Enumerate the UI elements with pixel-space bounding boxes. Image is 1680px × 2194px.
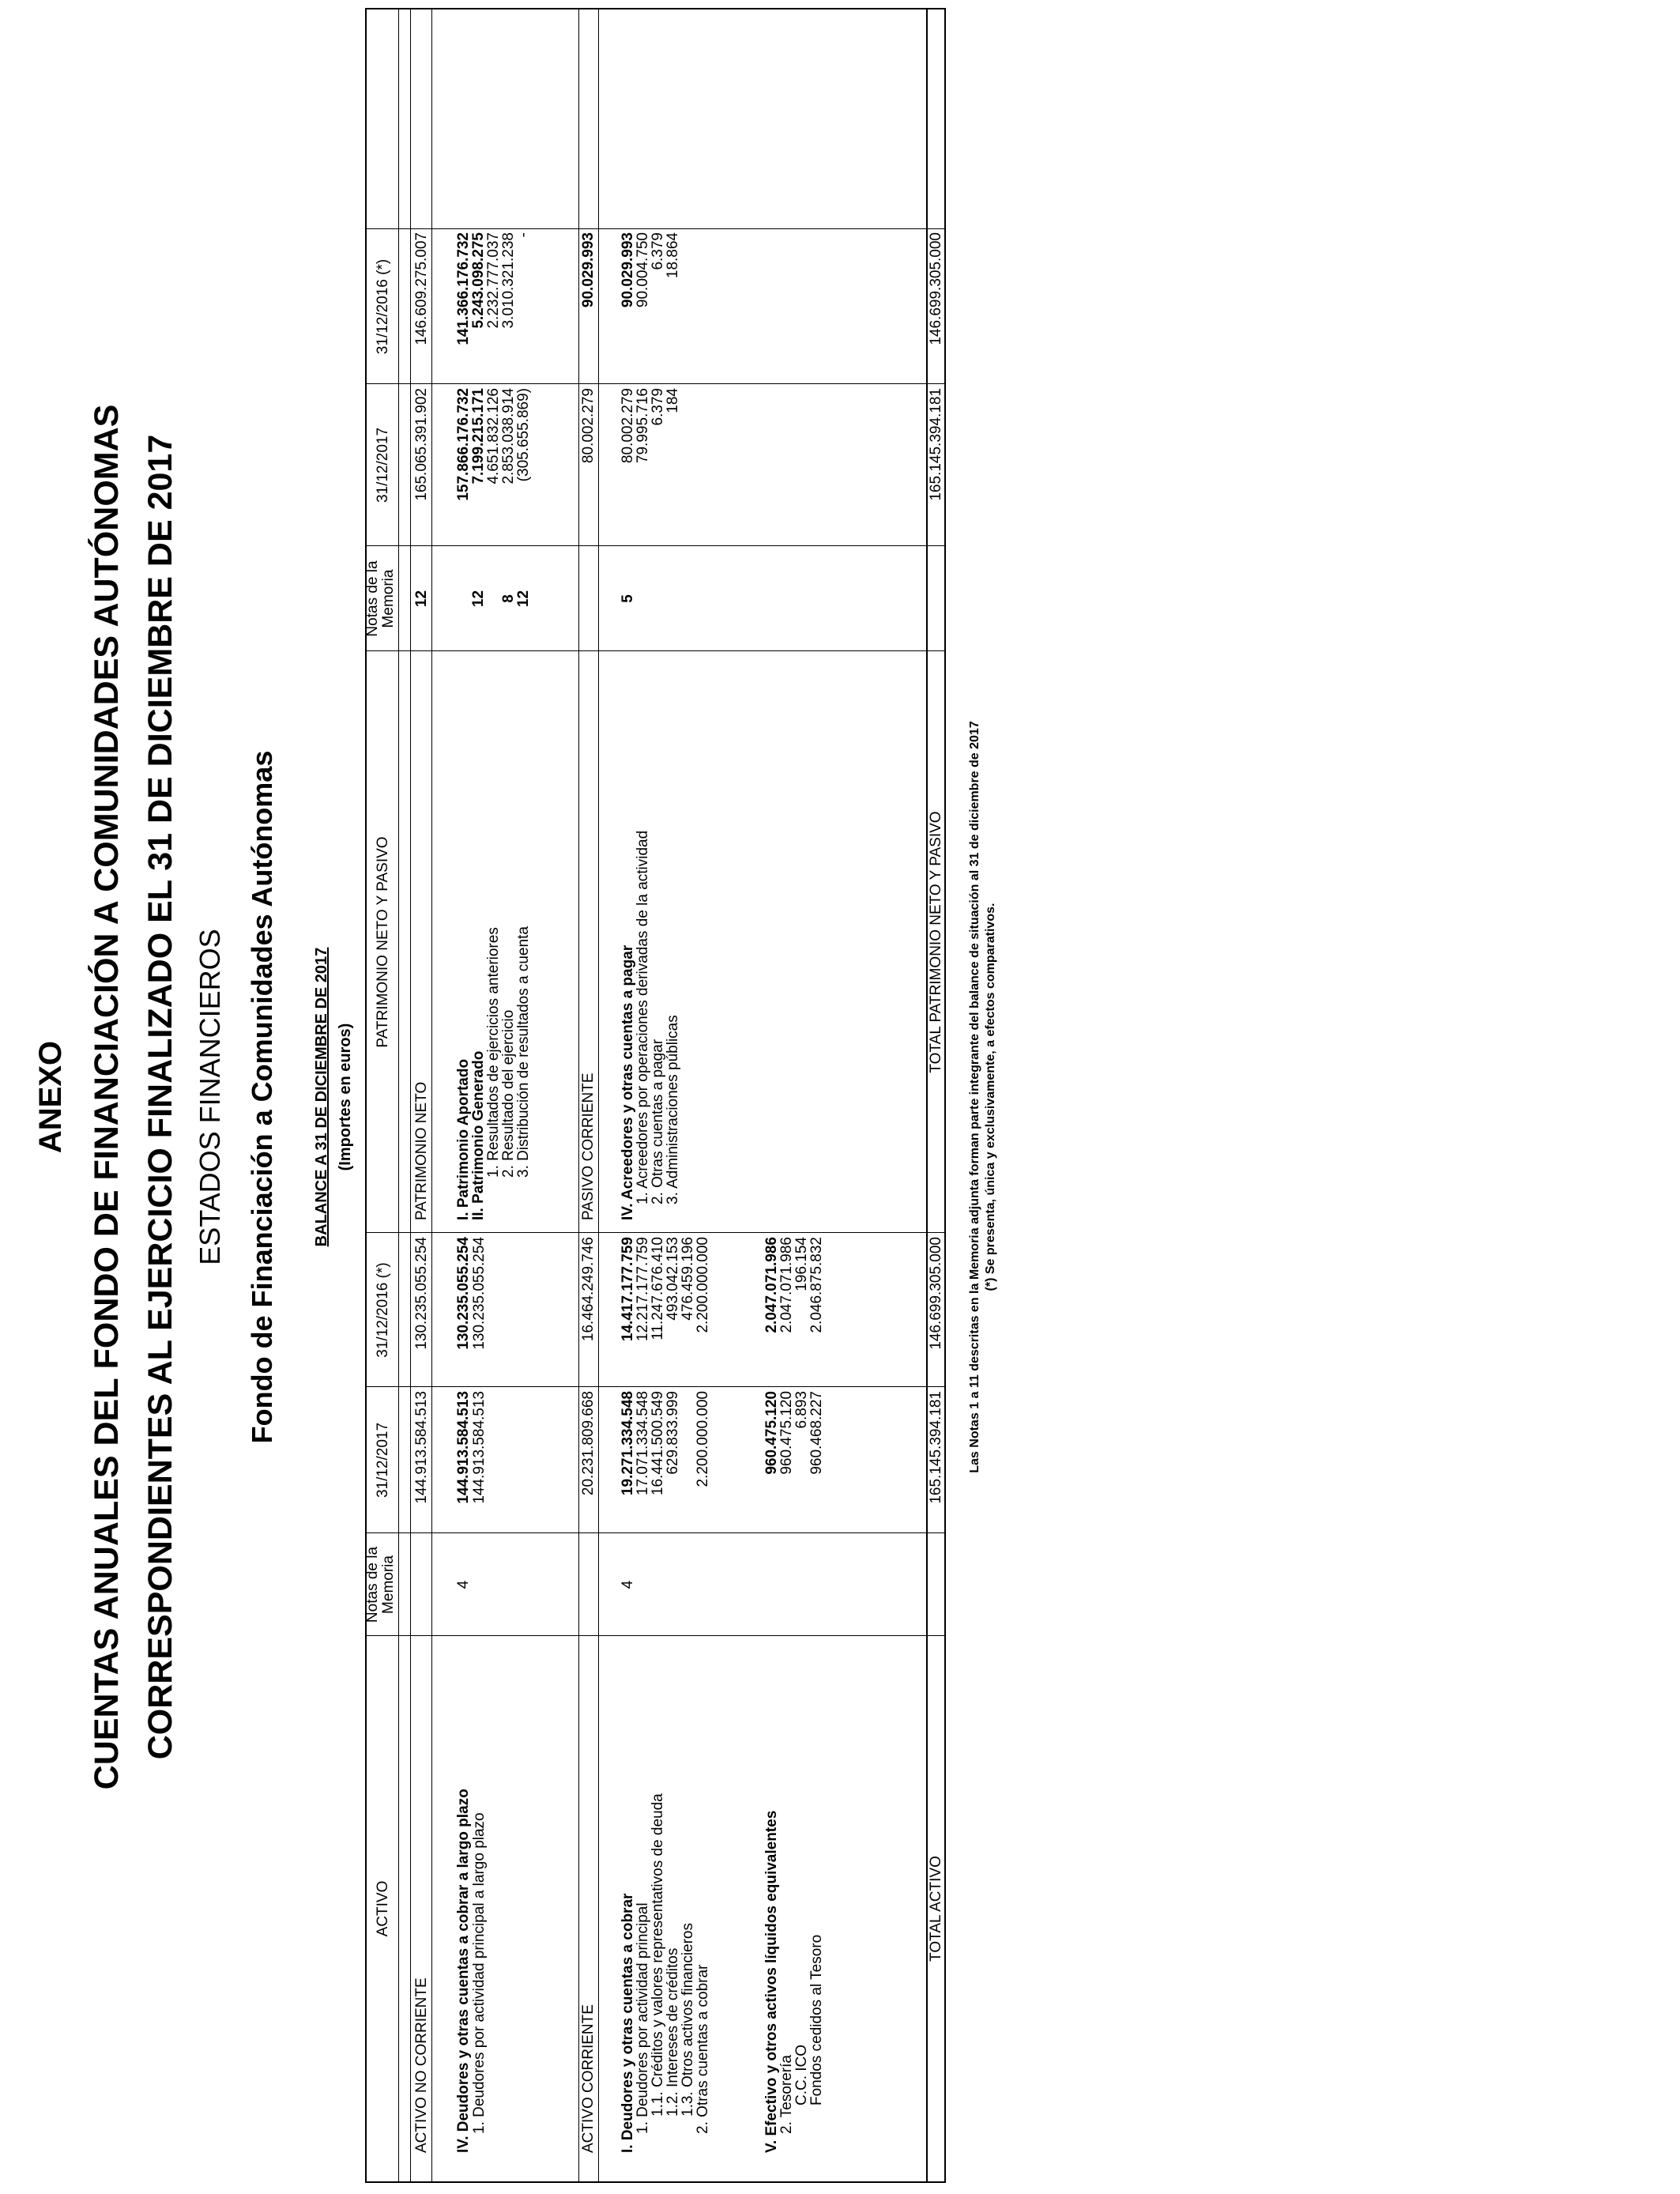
value-2016: 18.864 [665, 232, 681, 279]
column-divider [367, 545, 944, 546]
total-activo-2017: 165.145.394.181 [928, 1391, 944, 1504]
column-divider [367, 650, 944, 651]
col-header-notas-left: Notas de la Memoria [364, 1546, 397, 1623]
row-label: PATRIMONIO NETO [413, 1081, 430, 1220]
value-2016: 2.232.777.037 [485, 232, 502, 329]
document-title-line-2: CORRESPONDIENTES AL EJERCICIO FINALIZADO EL 31 DE DICIEMBRE DE 2017 [141, 434, 179, 1760]
header-divider [398, 9, 399, 2181]
row-label: ACTIVO NO CORRIENTE [413, 1977, 430, 2153]
value-2016: 3.010.321.238 [500, 232, 517, 329]
value-2017: 960.468.227 [808, 1391, 825, 1475]
value-2016: 2.047.071.986 [778, 1237, 795, 1333]
value-2016: 196.154 [793, 1237, 810, 1291]
row-label: ACTIVO CORRIENTE [580, 2004, 597, 2153]
col-header-notas-right: Notas de la Memoria [364, 560, 397, 637]
row-label: 3. Administraciones públicas [665, 1015, 681, 1204]
footnotes [967, 0, 999, 2194]
row-divider [598, 9, 599, 2181]
value-2017: 20.231.809.668 [580, 1391, 597, 1496]
row-label: I. Patrimonio Aportado [455, 1058, 472, 1220]
value-2016: 130.235.055.254 [413, 1237, 430, 1350]
value-2017: 19.271.334.548 [620, 1391, 636, 1496]
value-2017: 80.002.279 [620, 388, 636, 464]
row-label: V. Efectivo y otros activos líquidos equivalentes [763, 1810, 780, 2153]
row-label: 1. Acreedores por operaciones derivadas de la actividad [635, 830, 651, 1204]
total-pasivo-2016: 146.699.305.000 [928, 232, 944, 345]
column-divider [367, 1232, 944, 1233]
value-2017: 16.441.500.549 [650, 1391, 666, 1496]
value-2017: 17.071.334.548 [635, 1391, 651, 1496]
value-2017: 184 [665, 388, 681, 413]
value-2016: 130.235.055.254 [471, 1237, 488, 1350]
value-2017: 960.475.120 [763, 1391, 780, 1475]
value-2016: 493.042.153 [665, 1237, 681, 1321]
value-2017: 144.913.584.513 [471, 1391, 488, 1504]
value-2016: 11.247.676.410 [650, 1237, 666, 1340]
value-2016: 12.217.177.759 [635, 1237, 651, 1342]
estados-financieros-heading: ESTADOS FINANCIEROS [194, 929, 226, 1265]
value-2016: 6.379 [650, 232, 666, 270]
row-label: IV. Acreedores y otras cuentas a pagar [620, 944, 636, 1220]
row-label: 1.1. Créditos y valores representativos de deuda [650, 1793, 666, 2117]
value-2016: 90.029.993 [620, 232, 636, 308]
note-ref: 8 [500, 594, 517, 603]
value-2017: 960.475.120 [778, 1391, 795, 1475]
row-label: 1.2. Intereses de créditos [665, 1947, 681, 2117]
note-ref: 12 [515, 590, 532, 608]
row-label: II. Patrimonio Generado [470, 1050, 487, 1220]
value-2017: 4.651.832.126 [485, 388, 502, 484]
balance-sheet-table [365, 8, 946, 2183]
column-divider [367, 1386, 944, 1387]
value-2016: 2.200.000.000 [695, 1237, 711, 1333]
value-2016: 14.417.177.759 [620, 1237, 636, 1342]
column-divider [367, 1532, 944, 1533]
note-ref: 5 [620, 594, 636, 603]
value-2016: 16.464.249.746 [580, 1237, 597, 1342]
row-label: 3. Distribución de resultados a cuenta [515, 926, 532, 1178]
value-2017: 80.002.279 [580, 388, 597, 464]
row-divider [431, 9, 432, 2181]
value-2016: - [515, 232, 532, 238]
value-2017: 6.379 [650, 388, 666, 426]
value-2017: 629.833.999 [665, 1391, 681, 1475]
value-2017: 2.853.038.914 [500, 388, 517, 484]
value-2017: 6.893 [793, 1391, 810, 1429]
value-2017: 144.913.584.513 [455, 1391, 472, 1504]
row-divider [410, 9, 411, 2181]
col-header-2017-right: 31/12/2017 [375, 427, 391, 503]
row-label: I. Deudores y otras cuentas a cobrar [620, 1893, 636, 2153]
column-divider [367, 383, 944, 384]
row-label: Fondos cedidos al Tesoro [808, 1934, 825, 2105]
value-2016: 476.459.196 [680, 1237, 696, 1321]
col-header-2016-right: 31/12/2016 (*) [375, 258, 391, 355]
balance-date-heading: BALANCE A 31 DE DICIEMBRE DE 2017 [313, 947, 330, 1247]
anexo-heading: ANEXO [33, 1040, 68, 1154]
column-divider [367, 1635, 944, 1636]
row-label: 1.3. Otros activos financieros [680, 1923, 696, 2117]
document-title-line-1: CUENTAS ANUALES DEL FONDO DE FINANCIACIÓN A COMUNIDADES AUTÓNOMAS [88, 404, 126, 1790]
total-activo-2016: 146.699.305.000 [928, 1237, 944, 1350]
currency-note: (Importes en euros) [337, 1023, 354, 1171]
value-2016: 2.046.875.832 [808, 1237, 825, 1333]
fund-name-heading: Fondo de Financiación a Comunidades Autónomas [246, 750, 278, 1444]
value-2016: 130.235.055.254 [455, 1237, 472, 1350]
row-label: 2. Resultado del ejercicio [500, 1009, 517, 1178]
value-2017: 144.913.584.513 [413, 1391, 430, 1504]
row-label: PASIVO CORRIENTE [580, 1072, 597, 1220]
col-header-activo: ACTIVO [375, 1880, 391, 1937]
value-2017: 2.200.000.000 [695, 1391, 711, 1487]
note-ref: 4 [455, 1580, 472, 1589]
row-divider [578, 9, 579, 2181]
row-label: C.C. ICO [793, 2044, 810, 2105]
footnote-notes: Las Notas 1 a 11 descritas en la Memoria adjunta forman parte integrante del balance de situación al 31 de diciembre de 2017 [968, 721, 981, 1473]
row-label: 1. Deudores por actividad principal [635, 1902, 651, 2134]
value-2016: 2.047.071.986 [763, 1237, 780, 1333]
row-label: 2. Otras cuentas a pagar [650, 1039, 666, 1204]
footnote-comparative: (*) Se presenta, única y exclusivamente, a efectos comparativos. [984, 903, 997, 1291]
value-2016: 141.366.176.732 [455, 232, 472, 345]
value-2016: 90.029.993 [580, 232, 597, 308]
value-2016: 146.609.275.007 [413, 232, 430, 345]
value-2017: 79.995.716 [635, 388, 651, 464]
note-ref: 12 [470, 590, 487, 608]
note-ref: 4 [620, 1580, 636, 1589]
col-header-2016-left: 31/12/2016 (*) [375, 1262, 391, 1358]
total-activo-label: TOTAL ACTIVO [928, 1856, 944, 1962]
value-2017: (305.655.869) [515, 388, 532, 482]
value-2017: 157.866.176.732 [455, 388, 472, 501]
row-label: IV. Deudores y otras cuentas a cobrar a largo plazo [455, 1789, 472, 2153]
row-label: 1. Deudores por actividad principal a largo plazo [471, 1812, 488, 2134]
row-label: 2. Otras cuentas a cobrar [695, 1964, 711, 2134]
value-2016: 5.243.098.275 [470, 232, 487, 329]
value-2017: 165.065.391.902 [413, 388, 430, 501]
row-label: 2. Tesorería [778, 2055, 795, 2134]
row-label: 1. Resultados de ejercicios anteriores [485, 927, 502, 1178]
column-divider [367, 228, 944, 229]
value-2017: 7.199.215.171 [470, 388, 487, 484]
note-ref: 12 [413, 590, 430, 608]
value-2016: 90.004.750 [635, 232, 651, 308]
col-header-2017-left: 31/12/2017 [375, 1422, 391, 1498]
total-pasivo-2017: 165.145.394.181 [928, 388, 944, 501]
total-pasivo-label: TOTAL PATRIMONIO NETO Y PASIVO [928, 811, 944, 1073]
col-header-pasivo: PATRIMONIO NETO Y PASIVO [375, 836, 391, 1048]
